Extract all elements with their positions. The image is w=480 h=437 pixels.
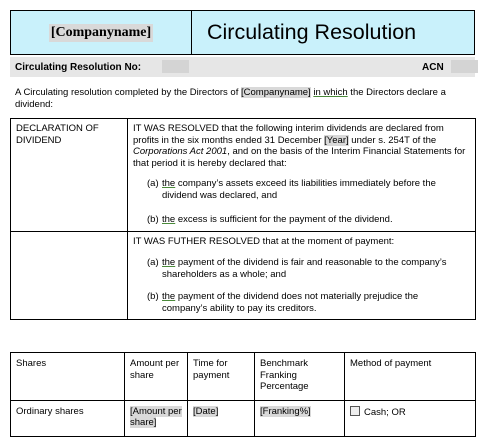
- year-field[interactable]: [Year]: [324, 134, 349, 146]
- list-item: [147, 291, 470, 314]
- resolution-number-bar: [10, 57, 475, 77]
- item-text: [162, 178, 462, 201]
- item-number: (b): [147, 214, 159, 225]
- further-row: [11, 231, 476, 320]
- list-item: [147, 178, 470, 201]
- item-text: [162, 257, 462, 280]
- item-text: [162, 291, 462, 314]
- resolution-number-field[interactable]: [162, 60, 189, 73]
- resolved-text-3: , and on the basis of the Interim Financial Statements for that period it is hereby declared that:: [133, 146, 466, 169]
- acn-label: ACN: [422, 62, 444, 73]
- intro-paragraph: [15, 87, 470, 110]
- empty-cell: [11, 231, 128, 320]
- item-number: (a): [147, 257, 159, 268]
- acn-field[interactable]: [451, 60, 478, 73]
- company-name-field[interactable]: [Companyname]: [50, 24, 152, 40]
- date-field[interactable]: [Date]: [193, 405, 219, 417]
- company-name-box: [11, 11, 192, 54]
- header-amount: Amount per share: [125, 353, 188, 401]
- shares-header-row: [11, 353, 476, 401]
- further-cell: [128, 231, 476, 320]
- item-body: payment of the dividend is fair and reasonable to the company’s shareholders as a whole; and: [162, 257, 447, 280]
- item-the: the: [162, 214, 176, 225]
- franking-cell: [255, 400, 345, 436]
- resolution-number-label: Circulating Resolution No:: [15, 62, 142, 73]
- shares-type: Ordinary shares: [11, 400, 125, 436]
- shares-table: [10, 352, 476, 437]
- intro-company-field[interactable]: [Companyname]: [241, 87, 311, 98]
- item-text: [162, 214, 393, 226]
- resolved-paragraph: [133, 123, 470, 169]
- header-method: Method of payment: [345, 353, 476, 401]
- document-header: [10, 10, 475, 55]
- declaration-row: [11, 119, 476, 232]
- act-name: Corporations Act 2001: [133, 146, 228, 157]
- intro-text: A Circulating resolution completed by the Directors of: [15, 87, 241, 98]
- document-title: Circulating Resolution: [207, 20, 417, 44]
- resolved-text: IT WAS RESOLVED that the following interim dividends are declared from profits in the six months ended 31 December: [133, 123, 444, 146]
- further-paragraph: IT WAS FUTHER RESOLVED that at the moment of payment:: [133, 235, 395, 247]
- declaration-table: [10, 118, 476, 320]
- item-number: (a): [147, 178, 159, 189]
- amount-cell: [125, 400, 188, 436]
- header-shares: Shares: [11, 353, 125, 401]
- header-franking: Benchmark Franking Percentage: [255, 353, 345, 401]
- item-body: company’s assets exceed its liabilities immediately before the dividend was declared, and: [162, 178, 436, 201]
- franking-field[interactable]: [Franking%]: [260, 405, 311, 417]
- table-row: [11, 400, 476, 436]
- item-the: the: [162, 257, 176, 268]
- item-the: the: [162, 291, 176, 302]
- intro-text-3: the Directors declare a dividend:: [15, 87, 446, 110]
- cash-checkbox[interactable]: [350, 406, 360, 416]
- list-item: [147, 214, 470, 226]
- list-item: [147, 257, 470, 280]
- declaration-heading: DECLARATION OF DIVIDEND: [11, 119, 128, 232]
- resolution-cell: [128, 119, 476, 232]
- header-time: Time for payment: [188, 353, 255, 401]
- cash-option-label: Cash; OR: [364, 406, 406, 418]
- intro-in-which: in which: [313, 87, 348, 98]
- item-body: payment of the dividend does not materially prejudice the company’s ability to pay its creditors.: [162, 291, 419, 314]
- item-number: (b): [147, 291, 159, 302]
- item-body: excess is sufficient for the payment of the dividend.: [175, 214, 393, 225]
- resolved-text-2: under s. 254T of the: [348, 134, 437, 146]
- item-the: the: [162, 178, 176, 189]
- method-cell: [345, 400, 476, 436]
- amount-field[interactable]: [Amount per share]: [130, 405, 182, 428]
- time-cell: [188, 400, 255, 436]
